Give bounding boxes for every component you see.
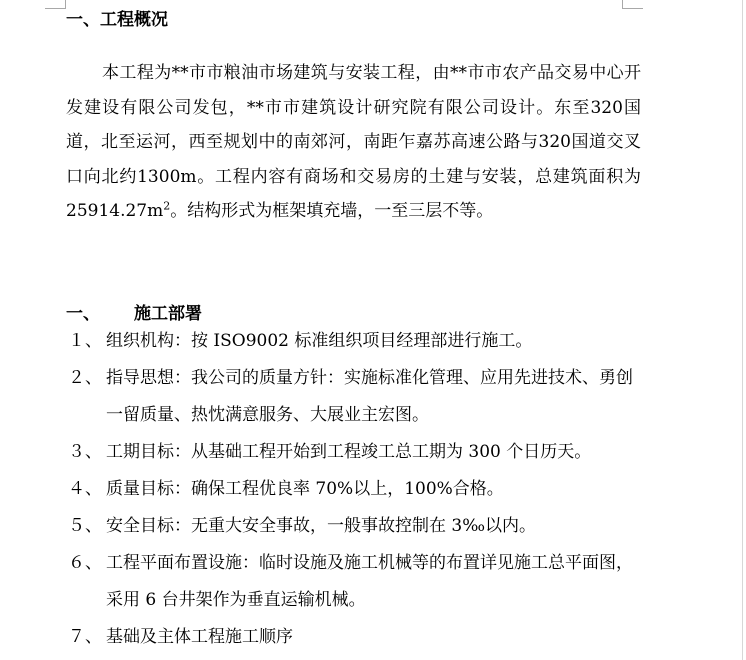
page-margin-mark-right	[622, 0, 643, 9]
section-number: 一、	[66, 304, 100, 324]
page-right-edge	[742, 0, 743, 660]
list-item-number: ２、	[68, 368, 102, 388]
list-item	[66, 360, 641, 434]
list-item	[66, 323, 641, 360]
list-item-text: 质量目标：确保工程优良率 70%以上，100%合格。	[106, 479, 504, 499]
list-item	[66, 471, 641, 508]
list-item	[66, 508, 641, 545]
list-item-text: 组织机构：按 ISO9002 标准组织项目经理部进行施工。	[106, 331, 533, 351]
overview-paragraph	[66, 56, 641, 229]
paragraph-text: 本工程为**市市粮油市场建筑与安装工程，由**市市农产品交易中心开发建设有限公司发包，**市市建筑设计研究院有限公司设计。东至320国道，北至运河，西至规划中的南郊河，南距乍嘉苏高速公路与320国道交叉口向北约1300m。工程内容有商场和交易房的土建与安装，总建筑面积为25914.27m	[66, 63, 641, 221]
section-title: 施工部署	[134, 304, 202, 324]
list-item-number: １、	[68, 331, 102, 351]
list-item-text: 指导思想：我公司的质量方针：实施标准化管理、应用先进技术、勇创一留质量、热忱满意服务、大展业主宏图。	[106, 368, 633, 425]
list-item-number: ７、	[68, 627, 102, 647]
page-margin-mark-left	[45, 0, 66, 9]
paragraph-text-end: 。结构形式为框架填充墙，一至三层不等。	[170, 201, 494, 221]
section-heading-overview	[66, 8, 168, 32]
list-item-text: 安全目标：无重大安全事故，一般事故控制在 3‰以内。	[106, 516, 537, 536]
list-item	[66, 619, 641, 656]
list-item	[66, 434, 641, 471]
deployment-list	[66, 323, 641, 656]
list-item-number: ５、	[68, 516, 102, 536]
list-item-text: 基础及主体工程施工顺序	[106, 627, 293, 647]
list-item-text: 工程平面布置设施：临时设施及施工机械等的布置详见施工总平面图，采用 6 台井架作为垂直运输机械。	[106, 553, 633, 610]
list-item-text: 工期目标：从基础工程开始到工程竣工总工期为 300 个日历天。	[106, 442, 592, 462]
section-number: 一、	[66, 10, 100, 30]
list-item-number: ６、	[68, 553, 102, 573]
superscript-exponent: 2	[163, 199, 171, 213]
list-item-number: ３、	[68, 442, 102, 462]
list-item	[66, 545, 641, 619]
list-item-number: ４、	[68, 479, 102, 499]
section-title: 工程概况	[100, 10, 168, 30]
